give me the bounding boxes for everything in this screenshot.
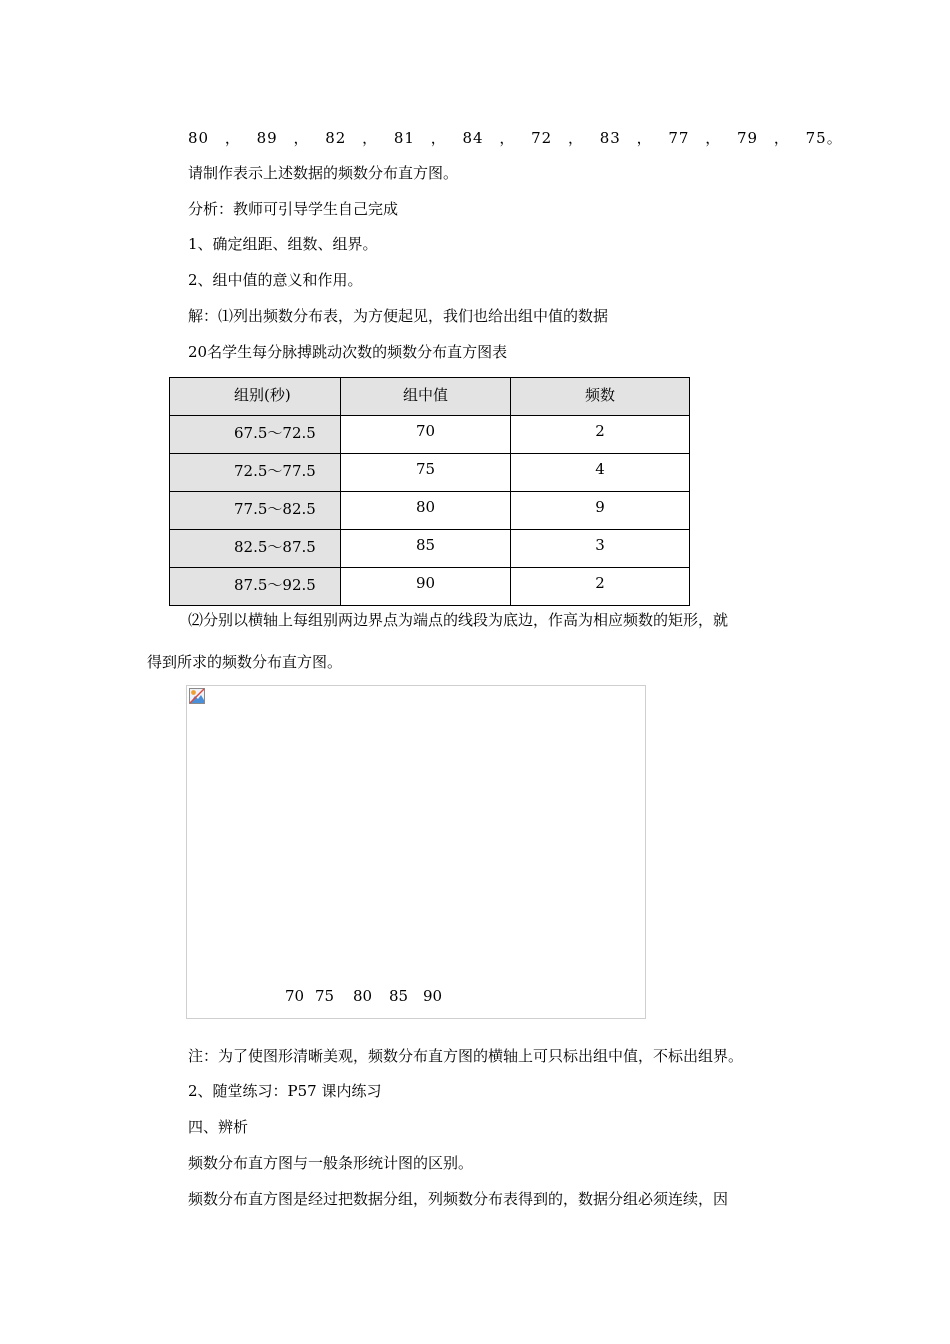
- cell-group: 72.5～77.5: [170, 454, 341, 492]
- explanation-line: 频数分布直方图是经过把数据分组，列频数分布表得到的，数据分组必须连续，因: [188, 1190, 729, 1208]
- histogram-image: [186, 685, 646, 1019]
- cell-midpoint: 85: [341, 530, 511, 568]
- cell-group: 77.5～82.5: [170, 492, 341, 530]
- header-midpoint: 组中值: [341, 378, 511, 416]
- cell-group: 87.5～92.5: [170, 568, 341, 606]
- cell-group: 67.5～72.5: [170, 416, 341, 454]
- header-frequency: 频数: [511, 378, 690, 416]
- cell-midpoint: 80: [341, 492, 511, 530]
- section-4-heading: 四、辨析: [188, 1118, 249, 1136]
- point-1-line: 1、确定组距、组数、组界。: [188, 235, 378, 253]
- solution-line: 解：⑴列出频数分布表，为方便起见，我们也给出组中值的数据: [188, 307, 609, 325]
- cell-midpoint: 75: [341, 454, 511, 492]
- data-values-line: 80 ， 89 ， 82 ， 81 ， 84 ， 72 ， 83 ， 77 ， 79 ， 75。: [188, 129, 843, 147]
- task-line: 请制作表示上述数据的频数分布直方图。: [188, 164, 459, 182]
- cell-frequency: 2: [511, 416, 690, 454]
- x-tick-label-75: 75: [315, 987, 335, 1005]
- cell-group: 82.5～87.5: [170, 530, 341, 568]
- cell-midpoint: 90: [341, 568, 511, 606]
- table-row: [170, 416, 690, 454]
- cell-frequency: 2: [511, 568, 690, 606]
- step-2-line: ⑵分别以横轴上每组别两边界点为端点的线段为底边，作高为相应频数的矩形，就: [188, 611, 729, 629]
- x-tick-label-85: 85: [389, 987, 409, 1005]
- analysis-line: 分析：教师可引导学生自己完成: [188, 200, 399, 218]
- x-tick-label-70: 70: [285, 987, 305, 1005]
- step-2-continued-line: 得到所求的频数分布直方图。: [147, 653, 343, 671]
- broken-image-icon: [189, 688, 205, 704]
- x-tick-label-90: 90: [423, 987, 443, 1005]
- table-row: [170, 530, 690, 568]
- table-row: [170, 454, 690, 492]
- exercise-line: 2、随堂练习：P57 课内练习: [188, 1082, 382, 1100]
- table-header-row: [170, 378, 690, 416]
- table-row: [170, 492, 690, 530]
- table-row: [170, 568, 690, 606]
- table-title: 20名学生每分脉搏跳动次数的频数分布直方图表: [188, 343, 508, 361]
- cell-frequency: 4: [511, 454, 690, 492]
- cell-frequency: 9: [511, 492, 690, 530]
- frequency-table: [169, 377, 690, 606]
- x-tick-label-80: 80: [353, 987, 373, 1005]
- distinction-line: 频数分布直方图与一般条形统计图的区别。: [188, 1154, 474, 1172]
- note-line: 注：为了使图形清晰美观，频数分布直方图的横轴上可只标出组中值，不标出组界。: [188, 1047, 744, 1065]
- point-2-line: 2、组中值的意义和作用。: [188, 271, 363, 289]
- header-group: 组别(秒): [170, 378, 341, 416]
- cell-midpoint: 70: [341, 416, 511, 454]
- cell-frequency: 3: [511, 530, 690, 568]
